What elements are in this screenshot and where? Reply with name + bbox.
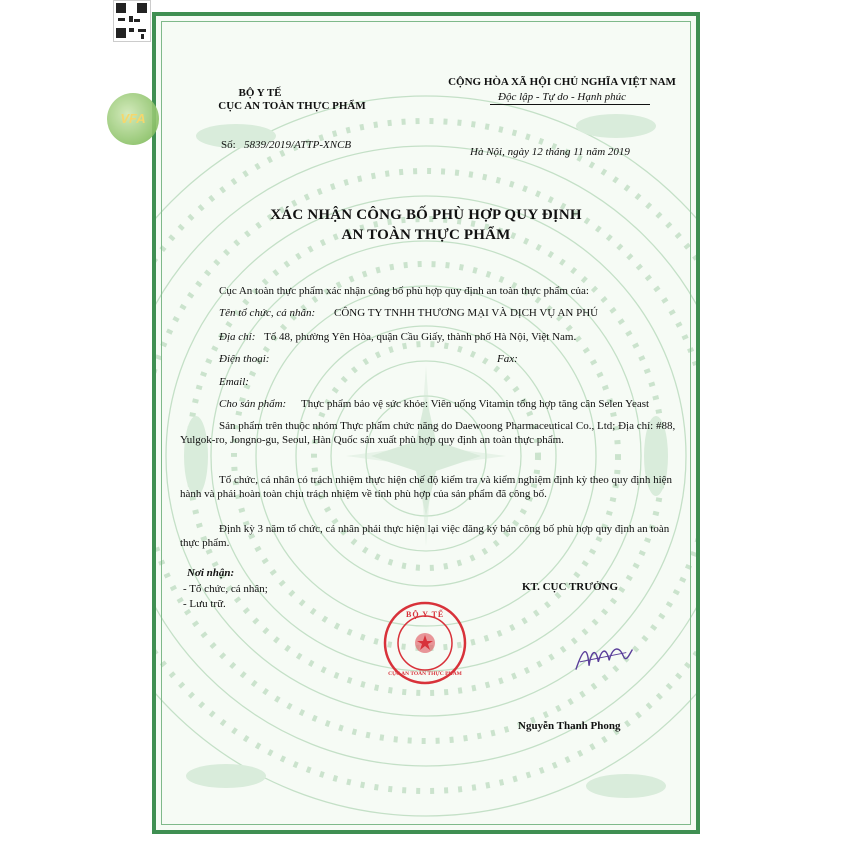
- renewal-paragraph: Định kỳ 3 năm tổ chức, cá nhân phải thực hiện lại việc đăng ký bản công bố phù hợp quy định an toàn thực phẩm.: [180, 523, 670, 549]
- motto-underline: [490, 104, 650, 105]
- document-title-line2: AN TOÀN THỰC PHẨM: [341, 227, 511, 243]
- department-name: CỤC AN TOÀN THỰC PHẨM: [218, 100, 366, 112]
- organization-label: Tên tổ chức, cá nhân:: [219, 307, 316, 319]
- address-value: Tổ 48, phường Yên Hòa, quận Cầu Giấy, thành phố Hà Nội, Việt Nam.: [264, 331, 577, 343]
- product-label: Cho sản phẩm:: [219, 398, 287, 410]
- recipient-item: - Tổ chức, cá nhân;: [183, 583, 268, 595]
- product-value: Thực phẩm bảo vệ sức khỏe: Viên uống Vitamin tổng hợp tăng cân Selen Yeast: [301, 398, 650, 410]
- address-label: Địa chỉ:: [219, 331, 256, 343]
- stamp-top-text: BỘ Y TẾ: [406, 610, 445, 619]
- stamp-bottom-text: CỤC AN TOÀN THỰC PHẨM: [388, 671, 462, 677]
- responsibility-paragraph: Tổ chức, cá nhân có trách nhiệm thực hiện chế độ kiểm tra và kiểm nghiệm định kỳ theo quy định hiện hành và phải hoàn toàn chịu trách nhiệm về tính phù hợp của sản phẩm đã công bố.: [180, 474, 673, 500]
- country-name: CỘNG HÒA XÃ HỘI CHỦ NGHĨA VIỆT NAM: [448, 76, 676, 88]
- national-motto: Độc lập - Tự do - Hạnh phúc: [498, 91, 626, 103]
- manufacturer-paragraph: Sản phẩm trên thuộc nhóm Thực phẩm chức năng do Daewoong Pharmaceutical Co., Ltd; Địa chỉ: #88, Yulgok-ro, Jongno-gu, Seoul, Hàn Quốc sản xuất phù hợp quy định an toàn thực phẩm.: [180, 420, 676, 446]
- fax-label: Fax:: [497, 353, 518, 365]
- email-label: Email:: [219, 376, 249, 388]
- handwritten-signature: [572, 636, 634, 680]
- signatory-title: KT. CỤC TRƯỞNG: [522, 581, 619, 593]
- ministry-name: BỘ Y TẾ: [238, 87, 282, 99]
- vfa-logo: [107, 93, 159, 145]
- recipient-item: - Lưu trữ.: [183, 598, 226, 610]
- signatory-name: Nguyễn Thanh Phong: [518, 720, 621, 732]
- place-and-date: Hà Nội, ngày 12 tháng 11 năm 2019: [470, 146, 630, 158]
- document-title-line1: XÁC NHẬN CÔNG BỐ PHÙ HỢP QUY ĐỊNH: [270, 207, 582, 223]
- intro-text: Cục An toàn thực phẩm xác nhận công bố phù hợp quy định an toàn thực phẩm của:: [219, 285, 589, 297]
- phone-label: Điện thoại:: [219, 353, 270, 365]
- logo-text: VFA: [120, 111, 146, 126]
- qr-code: [113, 0, 151, 42]
- recipients-label: Nơi nhận:: [187, 567, 235, 579]
- reference-number: 5839/2019/ATTP-XNCB: [244, 139, 352, 151]
- reference-label: Số:: [221, 139, 236, 151]
- organization-value: CÔNG TY TNHH THƯƠNG MẠI VÀ DỊCH VỤ AN PHÚ: [334, 307, 599, 319]
